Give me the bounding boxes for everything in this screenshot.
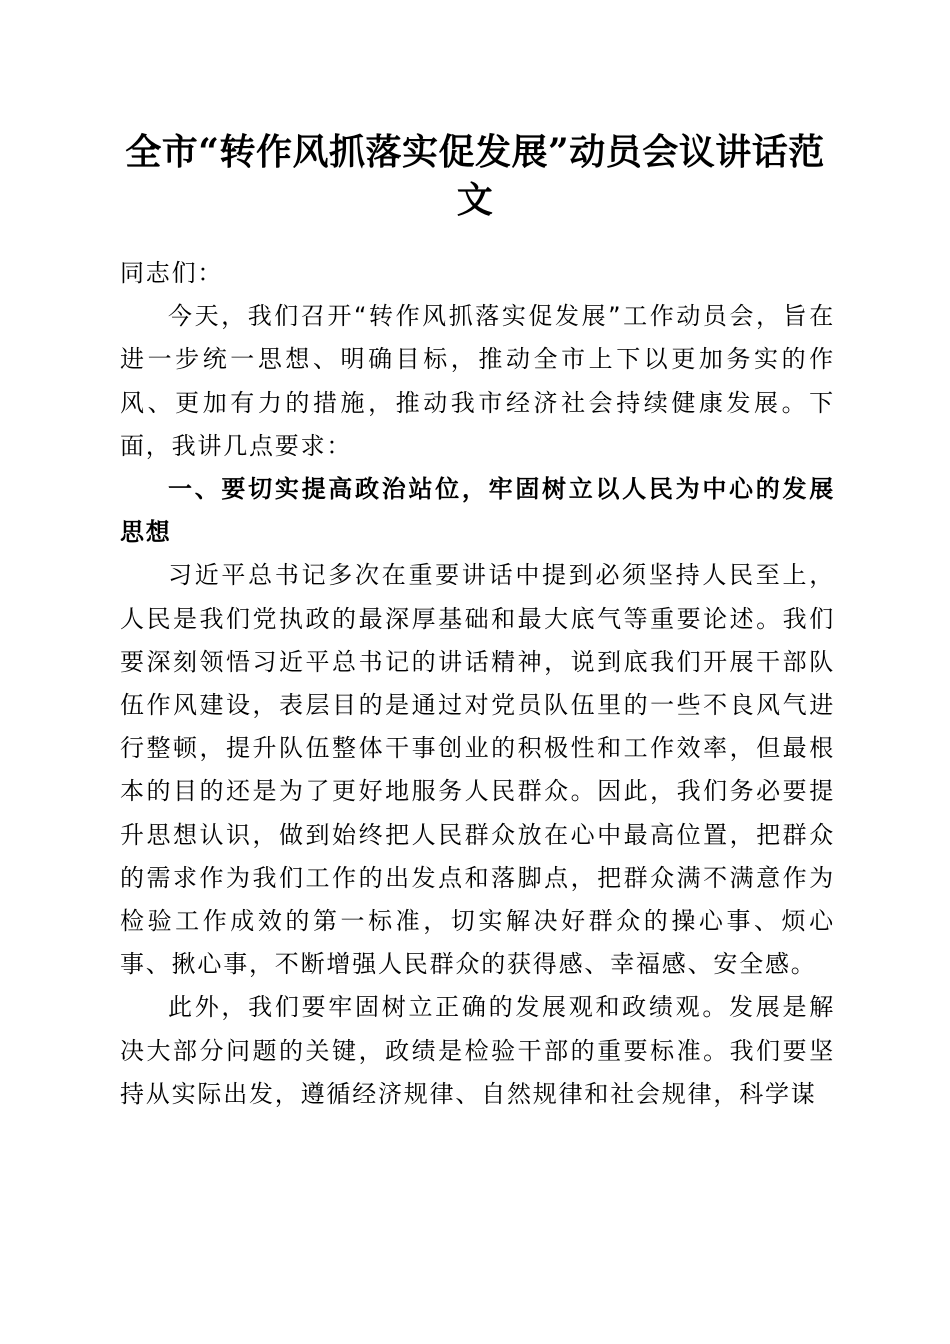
paragraph-intro: 今天，我们召开“转作风抓落实促发展”工作动员会，旨在进一步统一思想、明确目标，推动全市上下以更加务实的作风、更加有力的措施，推动我市经济社会持续健康发展。下面，我讲几点要求： (120, 302, 835, 460)
paragraph-section-1-body: 习近平总书记多次在重要讲话中提到必须坚持人民至上，人民是我们党执政的最深厚基础和最大底气等重要论述。我们要深刻领悟习近平总书记的讲话精神，说到底我们开展干部队伍作风建设，表层目的是通过对党员队伍里的一些不良风气进行整顿，提升队伍整体干事创业的积极性和工作效率，但最根本的目的还是为了更好地服务人民群众。因此，我们务必要提升思想认识，做到始终把人民群众放在心中最高位置，把群众的需求作为我们工作的出发点和落脚点，把群众满不满意作为检验工作成效的第一标准，切实解决好群众的操心事、烦心事、揪心事，不断增强人民群众的获得感、幸福感、安全感。 (120, 561, 835, 979)
document-title: 全市“转作风抓落实促发展”动员会议讲话范文 (125, 131, 825, 221)
section-heading-1: 一、要切实提高政治站位，牢固树立以人民为中心的发展思想 (120, 475, 835, 547)
paragraph-section-1-continued: 此外，我们要牢固树立正确的发展观和政绩观。发展是解决大部分问题的关键，政绩是检验干部的重要标准。我们要坚持从实际出发，遵循经济规律、自然规律和社会规律，科学谋 (120, 993, 835, 1108)
salutation: 同志们： (120, 259, 224, 287)
document-body (120, 252, 835, 1116)
